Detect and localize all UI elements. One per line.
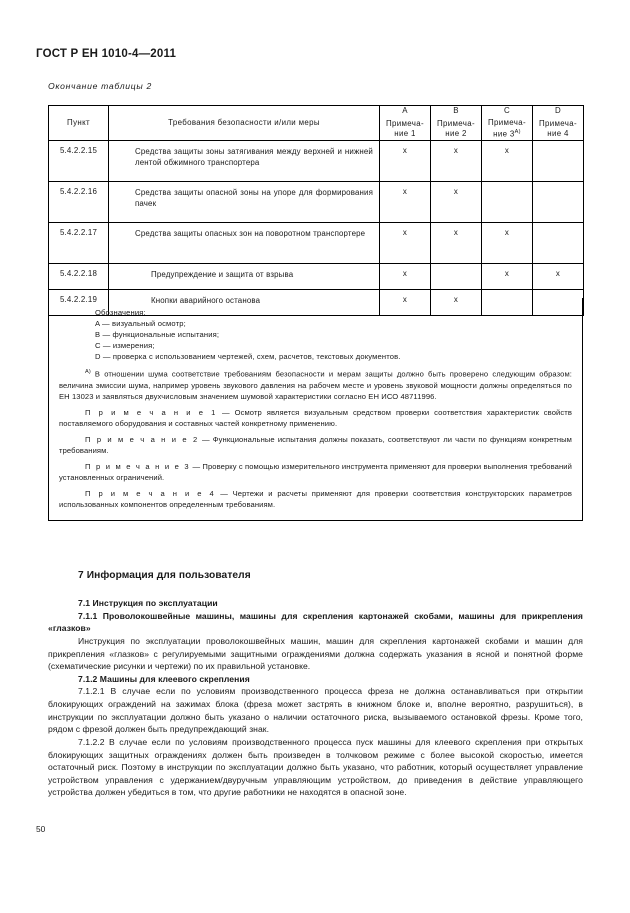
row-item-number: 5.4.2.2.18 (49, 263, 109, 289)
note-text-3: Проверку с помощью измерительного инструмента применяют для проверки выполнения требований установленных ограничений. (59, 461, 572, 482)
row-mark-d (533, 140, 584, 181)
row-requirement: Кнопки аварийного останова (109, 289, 380, 315)
col-header-d-line2: ние 4 (547, 129, 569, 139)
table-footnote-text: В отношении шума соответствие требованиям безопасности и мерам защиты должно быть проверено следующим образом: величина эмиссии шума, например уровень звукового давления на рабочем месте и уровень звуковой мощности должны определяться по ЕН 13023 и заявляться двухчисловым значением шумовой характеристики согласно ЕН ИСО 48711996. (59, 369, 572, 401)
row-item-number: 5.4.2.2.19 (49, 289, 109, 315)
col-header-c-footnote-ref: A) (514, 128, 521, 135)
col-header-d-letter: D (554, 106, 562, 116)
row-mark-d (533, 222, 584, 263)
table-header-row (49, 106, 584, 141)
col-header-a (380, 106, 431, 141)
note-text-4: Чертежи и расчеты применяют для проверки соответствия конструкторских параметров использованных компонентов определенным требованиям. (59, 488, 572, 509)
col-header-c-line1: Примеча- (488, 118, 526, 128)
table-row (49, 181, 584, 222)
row-mark-c: x (482, 263, 533, 289)
clause-711-heading: 7.1.1 Проволокошвейные машины, машины для скрепления картонажей скобами, машины для прикрепления «глазков» (48, 610, 583, 634)
page-number: 50 (36, 824, 46, 834)
table-body (49, 140, 584, 315)
note-text-2: Функциональные испытания должны показать, соответствуют ли части по функциям конкретным требованиям. (59, 434, 572, 455)
note-label-2: П р и м е ч а н и е 2 (85, 434, 199, 444)
row-mark-b: x (431, 181, 482, 222)
row-mark-a: x (380, 289, 431, 315)
note-paragraph-4 (59, 488, 572, 510)
legend-item-b: B — функциональные испытания; (95, 330, 220, 339)
col-header-a-letter: A (402, 106, 408, 116)
row-mark-c (482, 181, 533, 222)
note-dash-4: — (215, 488, 233, 498)
note-label-1: П р и м е ч а н и е 1 (85, 407, 218, 417)
col-header-b-line1: Примеча- (437, 118, 475, 128)
legend-item-c: C — измерения; (95, 341, 155, 350)
row-item-number: 5.4.2.2.17 (49, 222, 109, 263)
row-mark-c: x (482, 222, 533, 263)
note-text-1: Осмотр является визуальным средством проверки соответствия характеристик свойств поставляемого оборудования и составных частей конкретному применению. (59, 407, 572, 428)
col-header-d-line1: Примеча- (539, 118, 577, 128)
row-item-number: 5.4.2.2.16 (49, 181, 109, 222)
note-label-4: П р и м е ч а н и е 4 (85, 488, 216, 498)
legend-item-d: D — проверка с использованием чертежей, схем, расчетов, текстовых документов. (95, 352, 401, 361)
col-header-item: Пункт (49, 106, 109, 141)
col-header-a-line1: Примеча- (386, 118, 424, 128)
table-footnote-marker: A) (85, 369, 91, 375)
table-row (49, 140, 584, 181)
row-mark-b: x (431, 140, 482, 181)
table-footnote (59, 368, 572, 402)
table-row (49, 222, 584, 263)
row-mark-c: x (482, 140, 533, 181)
row-mark-d: x (533, 263, 584, 289)
note-paragraph-2 (59, 434, 572, 456)
col-header-a-line2: ние 1 (394, 129, 416, 139)
row-mark-d (533, 181, 584, 222)
row-mark-b (431, 263, 482, 289)
clause-7121-body: 7.1.2.1 В случае если по условиям производственного процесса фреза не должна останавливаться при открытии блокирующих ограждений на зажимах блока (фреза может застрять в книжном блоке и, вполне вероятно, разрушиться), в инструкции по эксплуатации должно быть указано о наличии остаточного риска, вызываемого остановкой фрезы. Кроме того, рядом с фрезой должен быть предупреждающий знак. (48, 686, 583, 735)
table-notes-box (48, 298, 583, 521)
table-head (49, 106, 584, 141)
legend-title: Обозначения: (95, 308, 146, 317)
requirements-table (48, 105, 584, 316)
col-header-c (482, 106, 533, 141)
note-paragraph-3 (59, 461, 572, 483)
table-caption: Окончание таблицы 2 (48, 81, 152, 91)
table-row (49, 263, 584, 289)
clause-711-body: Инструкция по эксплуатации проволокошвейных машин, машин для скрепления картонажей скобами и машин для прикрепления «глазков» с регулируемыми защитными ограждениями должна содержать указания в ясной и понятной форме (схематические рисунки и чертежи) по их правильной установке. (48, 635, 583, 672)
row-mark-a: x (380, 181, 431, 222)
col-header-b (431, 106, 482, 141)
row-item-number: 5.4.2.2.15 (49, 140, 109, 181)
col-header-requirement: Требования безопасности и/или меры (109, 106, 380, 141)
col-header-b-line2: ние 2 (445, 129, 467, 139)
row-requirement: Средства защиты опасных зон на поворотном транспортере (109, 222, 380, 263)
clause-71-heading: 7.1 Инструкция по эксплуатации (78, 598, 218, 608)
standard-header: ГОСТ Р ЕН 1010-4—2011 (36, 48, 177, 60)
note-paragraph-1 (59, 407, 572, 429)
note-dash-3: — (190, 461, 203, 471)
row-mark-a: x (380, 140, 431, 181)
row-requirement: Средства защиты зоны затягивания между верхней и нижней лентой обжимного транспортера (109, 140, 380, 181)
clause-7122-body: 7.1.2.2 В случае если по условиям производственного процесса пуск машины для клеевого скрепления при открытых блокирующих защитных ограждениях должен быть произведен в толчковом режиме с более высокой скоростью, имеется остаточный риск. Поэтому в инструкции по эксплуатации должно быть указано, что работник, который осуществляет управление устройством управления с удержанием/двуручным управляющим устройством, до приведения в действие управляющего устройства должен убедиться в том, что другие работники не находятся в опасной зоне. (48, 736, 583, 798)
row-mark-a: x (380, 263, 431, 289)
row-requirement: Средства защиты опасной зоны на упоре для формирования пачек (109, 181, 380, 222)
row-mark-a: x (380, 222, 431, 263)
col-header-c-line2: ние 3 (493, 129, 515, 139)
note-dash-1: — (217, 407, 235, 417)
note-dash-2: — (198, 434, 213, 444)
note-label-3: П р и м е ч а н и е 3 (85, 461, 191, 471)
section-7-title: 7 Информация для пользователя (78, 570, 251, 581)
section-71-block (48, 597, 583, 799)
col-header-d (533, 106, 584, 141)
requirements-table-wrapper (48, 105, 583, 316)
row-mark-b: x (431, 222, 482, 263)
legend-item-a: A — визуальный осмотр; (95, 319, 186, 328)
col-header-c-letter: C (503, 106, 511, 115)
row-mark-b: x (431, 289, 482, 315)
clause-712-heading: 7.1.2 Машины для клеевого скрепления (78, 673, 250, 684)
col-header-b-letter: B (453, 106, 459, 116)
row-requirement: Предупреждение и защита от взрыва (109, 263, 380, 289)
